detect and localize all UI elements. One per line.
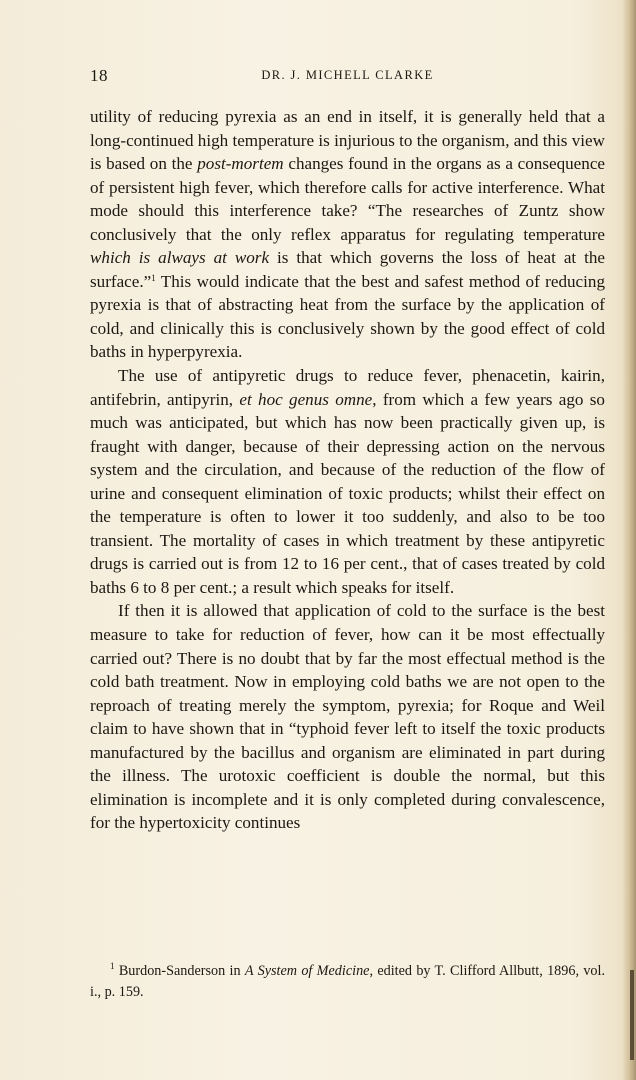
body-text bbox=[90, 105, 605, 835]
footnote-reference: 1 bbox=[151, 272, 156, 283]
page-header bbox=[90, 66, 605, 88]
binding-mark bbox=[630, 970, 634, 1060]
page-edge-shadow bbox=[622, 0, 636, 1080]
footnote: $^1$ Burdon-Sanderson in A System of Medicine, edited by T. Clifford Allbutt, 1896, vol. i., p. 159. bbox=[90, 961, 605, 1000]
footnote-marker: 1 bbox=[110, 961, 115, 971]
page-number: 18 bbox=[90, 66, 108, 85]
italic-et-hoc-genus-omne: et hoc genus omne bbox=[239, 389, 373, 409]
running-head: DR. J. MICHELL CLARKE bbox=[261, 68, 434, 82]
italic-which-is-always-at-work: which is always at work bbox=[90, 248, 270, 268]
italic-post-mortem: post-mortem bbox=[197, 154, 284, 174]
paragraph-2: The use of antipyretic drugs to reduce fever, phenacetin, kairin, antifebrin, antipyrin, et hoc genus omne, from which a few years ago so much was anticipated, but which has now been practically given up, is fraught with danger, because of their depressing action on the nervous system and the circulation, and because of the reduction of the flow of urine and consequent elimination of toxic products; whilst their effect on the temperature is often to lower it too suddenly, and also to be too transient. The mortality of cases in which treatment by these antipyretic drugs is carried out is from 12 to 16 per cent., that of cases treated by cold baths 6 to 8 per cent.; a result which speaks for itself. bbox=[90, 366, 605, 597]
italic-system-of-medicine: A System of Medicine bbox=[244, 963, 370, 979]
paragraph-3: If then it is allowed that application of cold to the surface is the best measure to take for reduction of fever, how can it be most effectually carried out? There is no doubt that by far the most effectual method is the cold bath treatment. Now in employing cold baths we are not open to the reproach of treating merely the symptom, pyrexia; for Roque and Weil claim to have shown that in “typhoid fever left to itself the toxic products manufactured by the bacillus and organism are eliminated in part during the illness. The urotoxic coefficient is double the normal, but this elimination is incomplete and it is only completed during convalescence, for the hypertoxicity continues bbox=[90, 601, 605, 833]
paragraph-1: utility of reducing pyrexia as an end in itself, it is generally held that a long-continued high temperature is injurious to the organism, and this view is based on the post-mortem changes found in the organs as a consequence of persistent high fever, which therefore calls for active interference. What mode should this interference take? “The researches of Zuntz show conclusively that the only reflex apparatus for regulating temperature which is always at work is that which governs the loss of heat at the surface.”$^1$ This would indicate that the best and safest method of reducing pyrexia is that of abstracting heat from the surface by the application of cold, and clinically this is conclusively shown by the good effect of cold baths in hyperpyrexia. bbox=[90, 107, 605, 362]
